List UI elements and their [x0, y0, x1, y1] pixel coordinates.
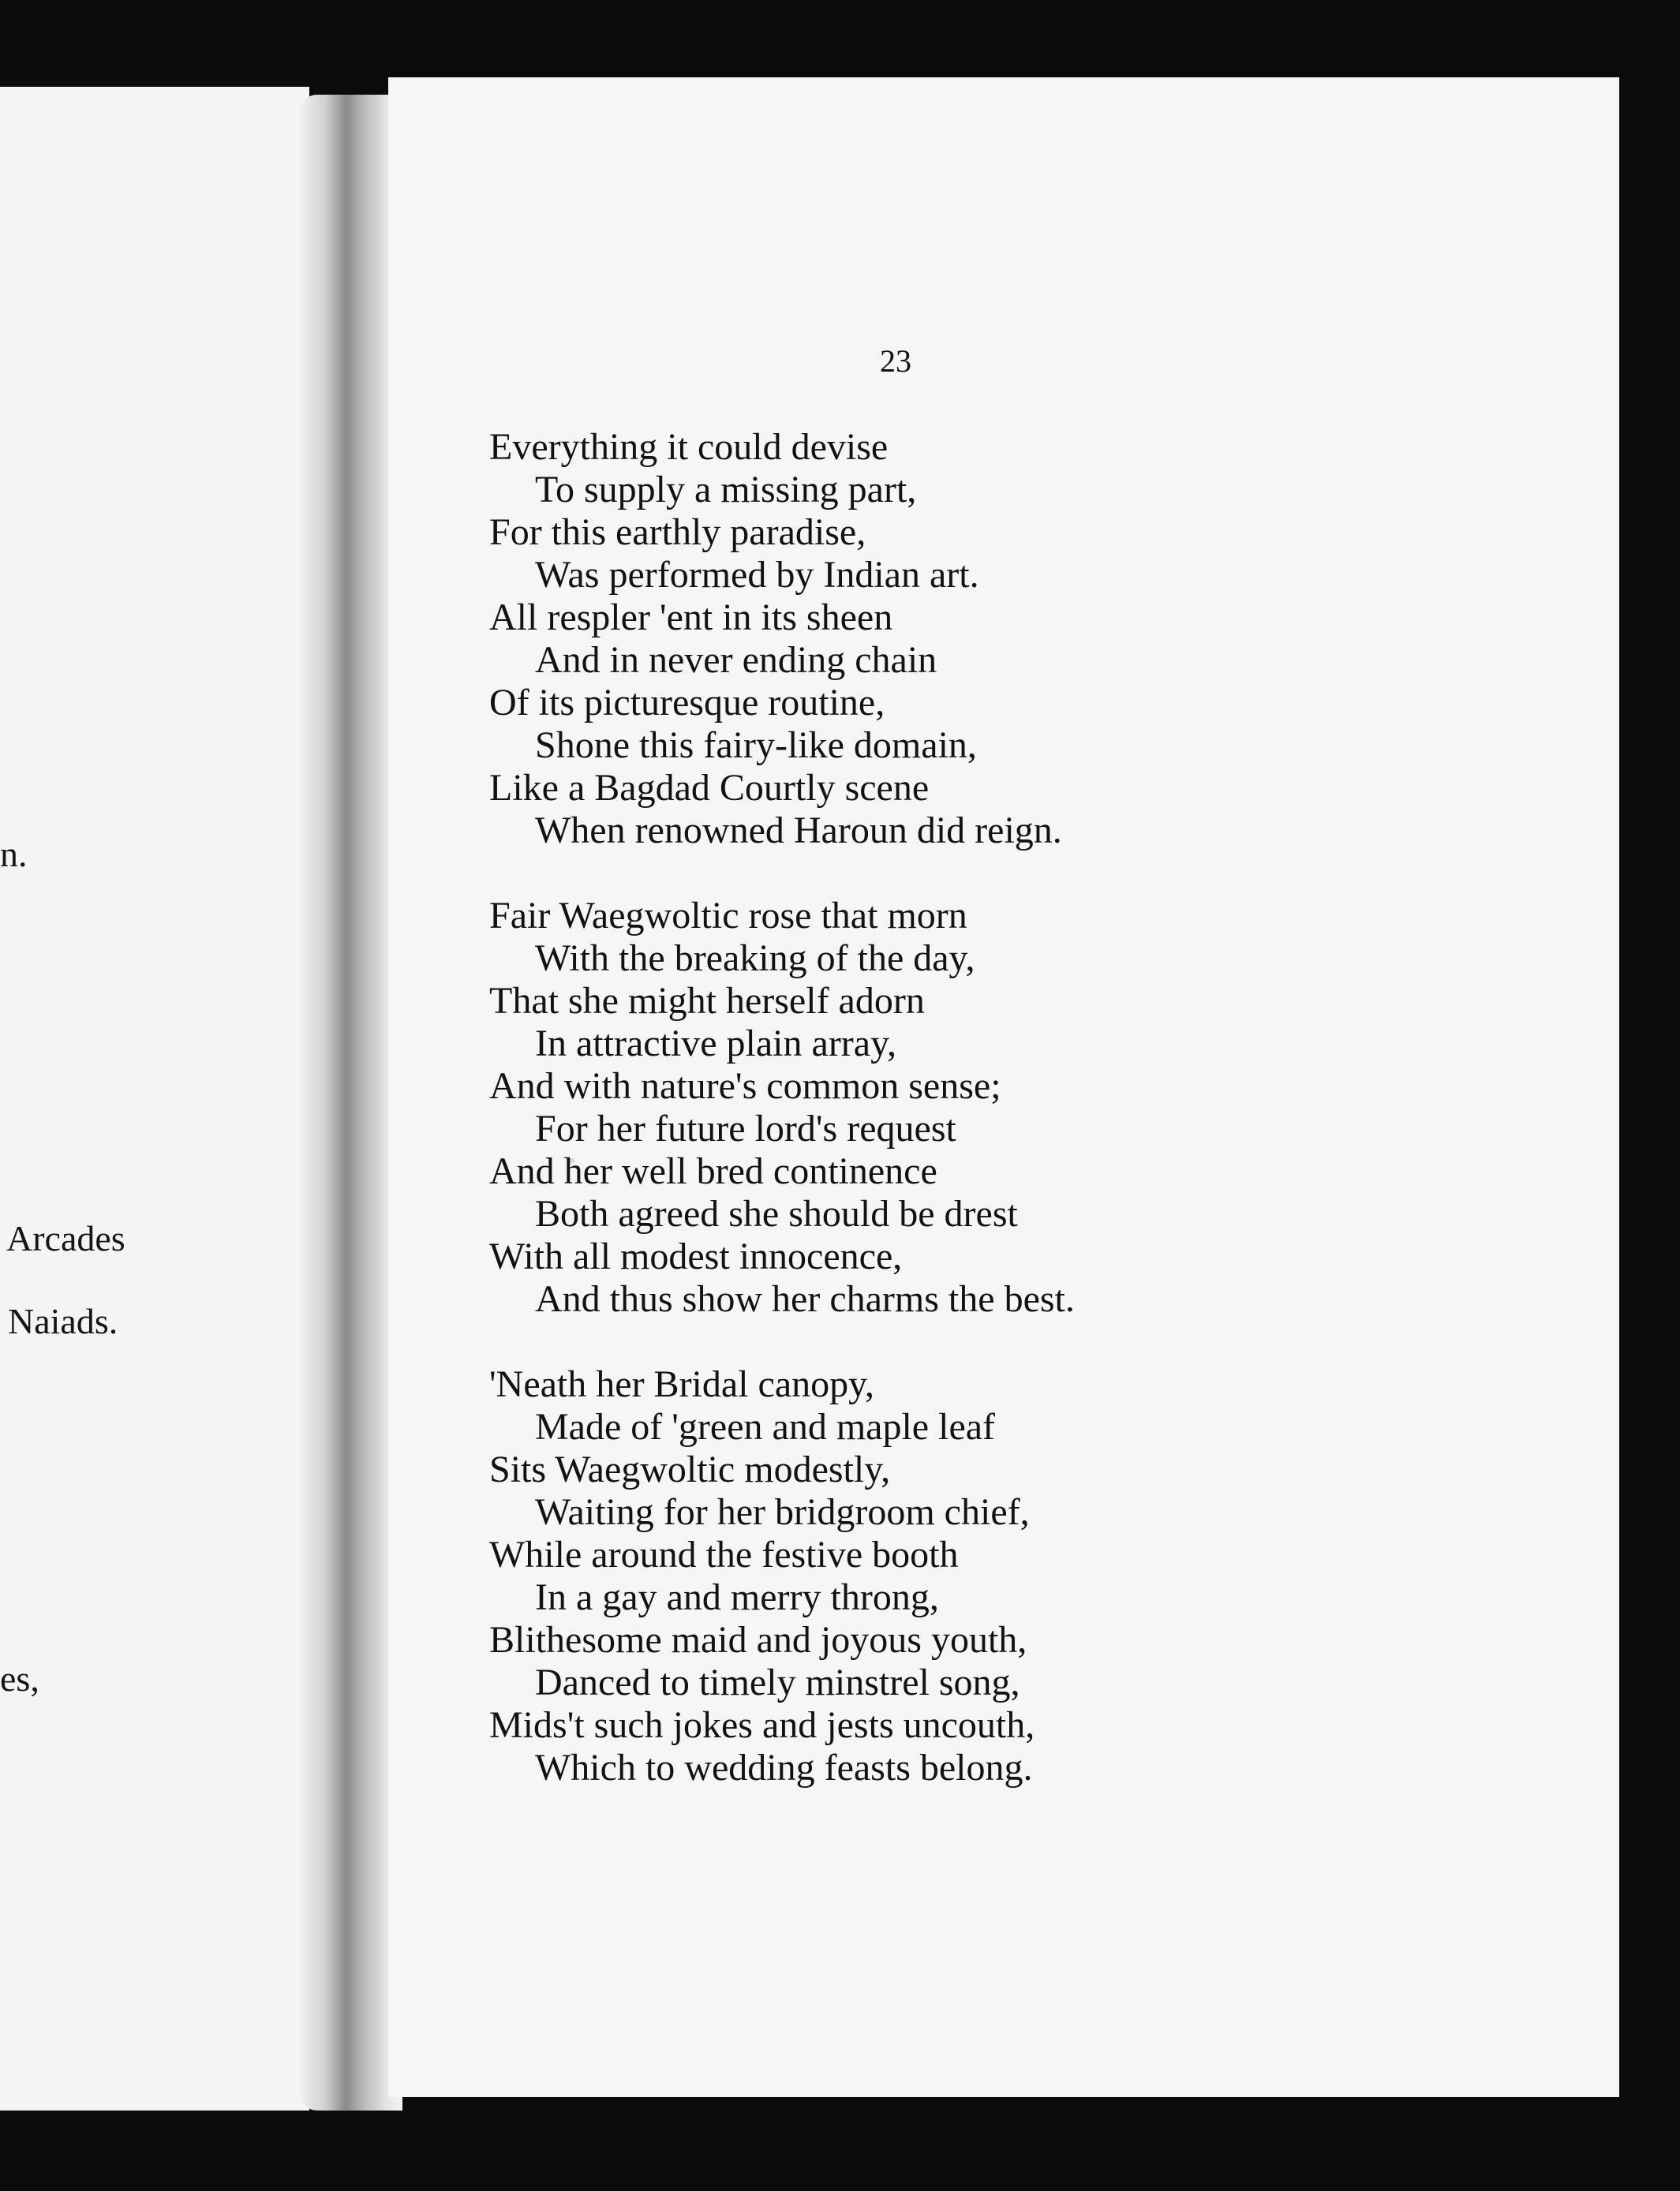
poem-line: While around the festive booth [489, 1534, 959, 1576]
poem-line: In a gay and merry throng, [535, 1576, 939, 1618]
poem-line: To supply a missing part, [535, 469, 917, 510]
poem-line: And with nature's common sense; [489, 1065, 1001, 1107]
stanza [489, 426, 1326, 852]
stanza [489, 895, 1326, 1321]
poem-line: In attractive plain array, [535, 1023, 896, 1064]
left-page-fragment: n. [0, 834, 28, 874]
left-page [0, 87, 309, 2111]
poem-line: Was performed by Indian art. [535, 554, 979, 596]
poem-line: Like a Bagdad Courtly scene [489, 767, 930, 809]
poem-line: Made of 'green and maple leaf [535, 1406, 996, 1448]
left-page-fragment: Naiads. [8, 1301, 118, 1341]
poem-line: And in never ending chain [535, 639, 937, 681]
poem-line: And thus show her charms the best. [535, 1278, 1075, 1320]
poem-line: 'Neath her Bridal canopy, [489, 1363, 875, 1405]
left-page-fragment: es, [0, 1658, 39, 1699]
poem-line: Which to wedding feasts belong. [535, 1747, 1033, 1789]
poem-line: When renowned Haroun did reign. [535, 809, 1062, 851]
poem-line: Fair Waegwoltic rose that morn [489, 895, 967, 937]
poem-line: Blithesome maid and joyous youth, [489, 1619, 1027, 1661]
page-number: 23 [880, 343, 911, 379]
poem-line: Danced to timely minstrel song, [535, 1662, 1020, 1703]
poem-line: Shone this fairy-like domain, [535, 724, 977, 766]
poem-line: Waiting for her bridgroom chief, [535, 1491, 1030, 1533]
poem-line: Everything it could devise [489, 426, 889, 468]
poem-line: For her future lord's request [535, 1108, 956, 1150]
poem [489, 426, 1326, 1832]
poem-line: And her well bred continence [489, 1150, 937, 1192]
poem-line: For this earthly paradise, [489, 511, 866, 553]
poem-line: That she might herself adorn [489, 980, 925, 1022]
poem-line: Of its picturesque routine, [489, 682, 885, 723]
left-page-fragment: Arcades [6, 1218, 125, 1258]
poem-line: Sits Waegwoltic modestly, [489, 1449, 891, 1490]
poem-line: With the breaking of the day, [535, 937, 975, 979]
poem-line: Both agreed she should be drest [535, 1193, 1018, 1235]
book-gutter [300, 95, 402, 2111]
poem-line: All respler 'ent in its sheen [489, 596, 893, 638]
poem-line: With all modest innocence, [489, 1236, 903, 1277]
poem-line: Mids't such jokes and jests uncouth, [489, 1704, 1035, 1746]
stanza [489, 1363, 1326, 1789]
